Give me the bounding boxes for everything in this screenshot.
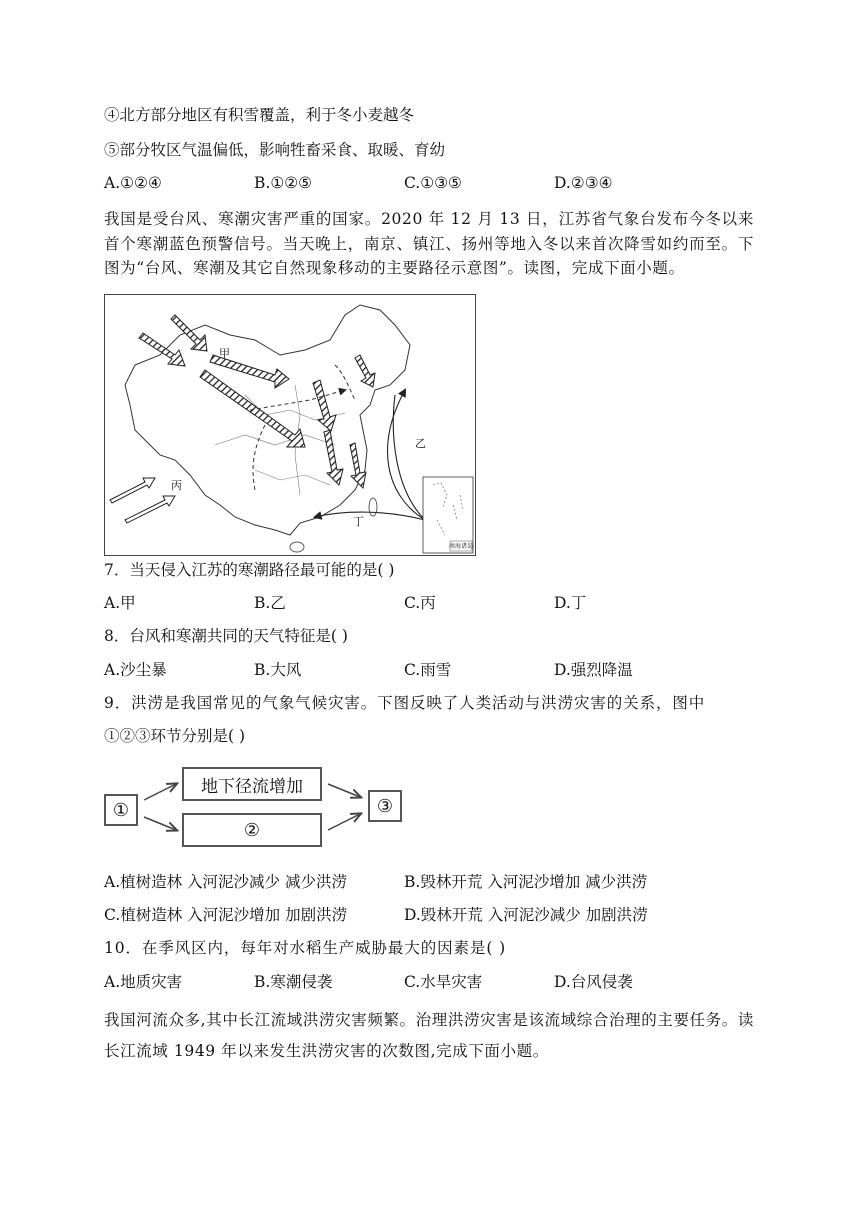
diagram-box-3: ③ bbox=[368, 790, 402, 822]
q6-option-c: C.①③⑤ bbox=[404, 174, 462, 192]
label-bing: 丙 bbox=[171, 479, 182, 492]
q6-option-d: D.②③④ bbox=[554, 174, 613, 192]
q10-option-d: D.台风侵袭 bbox=[554, 973, 633, 991]
statement-5: ⑤部分牧区气温偏低，影响牲畜采食、取暖、育幼 bbox=[104, 141, 446, 159]
q9-flow-diagram bbox=[104, 762, 404, 842]
label-jia: 甲 bbox=[219, 347, 230, 360]
statement-4: ④北方部分地区有积雪覆盖，利于冬小麦越冬 bbox=[104, 106, 415, 124]
q8-option-c: C.雨雪 bbox=[404, 661, 452, 679]
diagram-box-1: ① bbox=[104, 794, 138, 826]
diagram-box-2: ② bbox=[182, 813, 322, 847]
q8-option-a: A.沙尘暴 bbox=[104, 661, 167, 679]
china-map-illustration bbox=[105, 295, 475, 555]
q9-option-c: C.植树造林 入河泥沙增加 加剧洪涝 bbox=[104, 906, 348, 924]
q6-option-b: B.①②⑤ bbox=[254, 174, 313, 192]
diagram-arrows bbox=[104, 762, 404, 852]
q7-option-b: B.乙 bbox=[254, 594, 286, 612]
q9-option-a: A.植树造林 入河泥沙减少 减少洪涝 bbox=[104, 873, 347, 891]
q7-stem: 7．当天侵入江苏的寒潮路径最可能的是( ) bbox=[104, 561, 395, 579]
q10-option-b: B.寒潮侵袭 bbox=[254, 973, 333, 991]
q9-stem-line2: ①②③环节分别是( ) bbox=[104, 727, 246, 745]
q9-option-b: B.毁林开荒 入河泥沙增加 减少洪涝 bbox=[404, 873, 648, 891]
q10-option-a: A.地质灾害 bbox=[104, 973, 183, 991]
passage-yangtze-floods: 我国河流众多,其中长江流域洪涝灾害频繁。治理洪涝灾害是该流域综合治理的主要任务。读长江流域 1949 年以来发生洪涝灾害的次数图,完成下面小题。 bbox=[104, 1011, 754, 1060]
q10-option-c: C.水旱灾害 bbox=[404, 973, 483, 991]
q7-option-c: C.丙 bbox=[404, 594, 436, 612]
diagram-box-top: 地下径流增加 bbox=[182, 767, 322, 801]
q7-option-d: D.丁 bbox=[554, 594, 587, 612]
q9-option-d: D.毁林开荒 入河泥沙减少 加剧洪涝 bbox=[404, 906, 648, 924]
q8-stem: 8．台风和寒潮共同的天气特征是( ) bbox=[104, 627, 348, 645]
q6-option-a: A.①②④ bbox=[104, 174, 162, 192]
passage-typhoon-coldwave: 我国是受台风、寒潮灾害严重的国家。2020 年 12 月 13 日，江苏省气象台发布今冬以来首个寒潮蓝色预警信号。当天晚上，南京、镇江、扬州等地入冬以来首次降雪如约而至。下图为“台风、寒潮及其它自然现象移动的主要路径示意图”。读图，完成下面小题。 bbox=[104, 210, 754, 277]
label-yi: 乙 bbox=[415, 437, 426, 450]
label-ding: 丁 bbox=[353, 515, 364, 528]
q8-option-b: B.大风 bbox=[254, 661, 302, 679]
path-map-figure bbox=[104, 294, 476, 556]
q9-stem-line1: 9．洪涝是我国常见的气象气候灾害。下图反映了人类活动与洪涝灾害的关系，图中 bbox=[104, 694, 706, 712]
q7-option-a: A.甲 bbox=[104, 594, 136, 612]
inset-caption: 南海诸岛 bbox=[449, 543, 474, 550]
q8-option-d: D.强烈降温 bbox=[554, 661, 633, 679]
q10-stem: 10．在季风区内，每年对水稻生产威胁最大的因素是( ) bbox=[104, 939, 507, 957]
